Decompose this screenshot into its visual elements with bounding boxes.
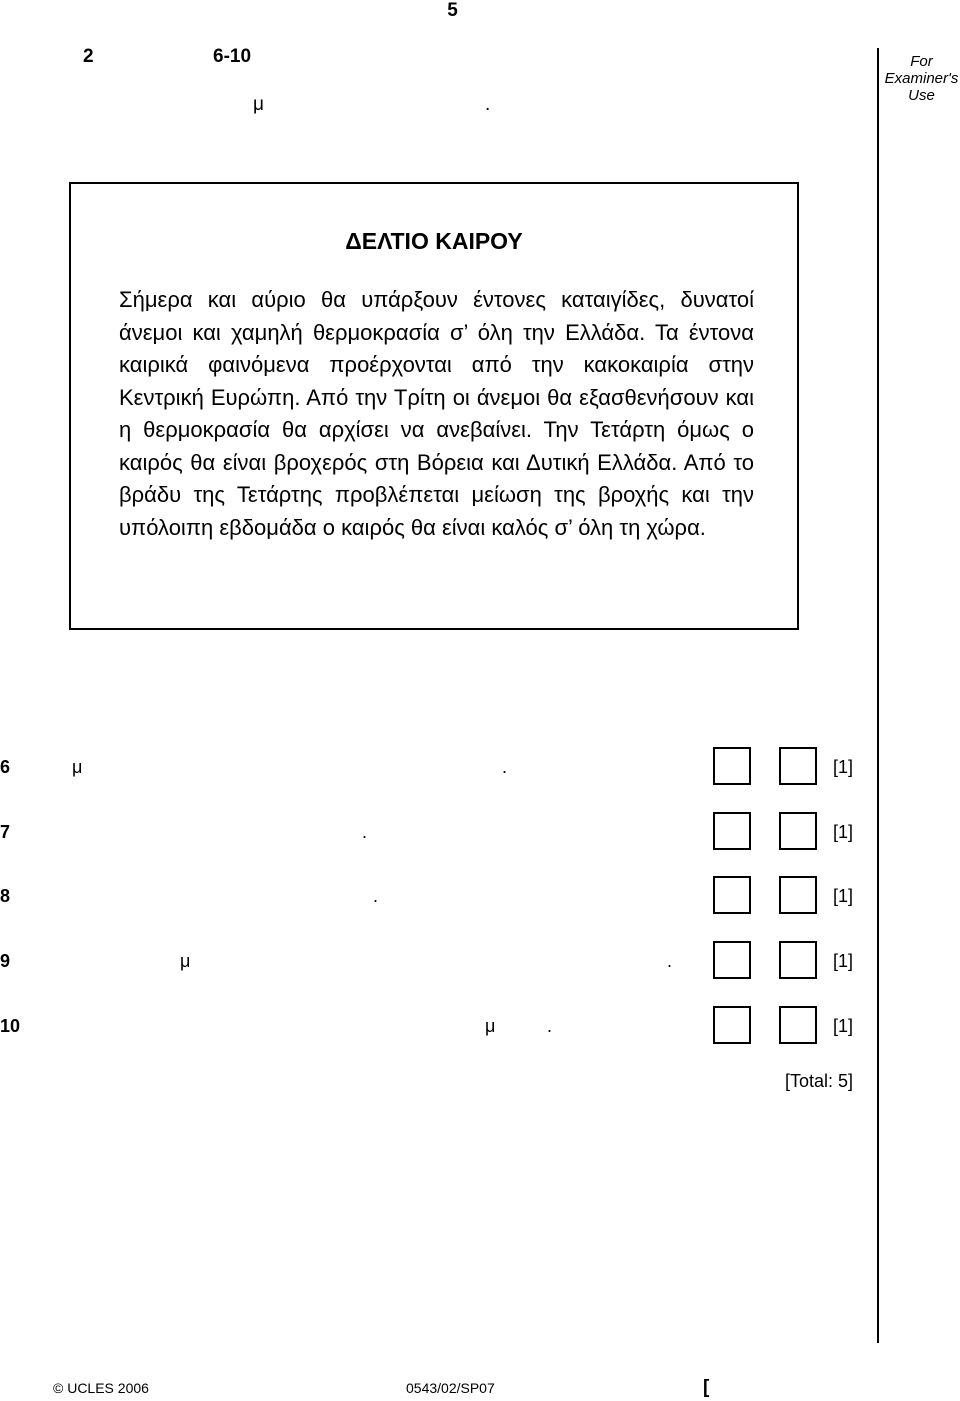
examiner-column-divider	[877, 48, 879, 1343]
question-number: 7	[0, 822, 11, 842]
answer-box-false[interactable]	[779, 941, 817, 979]
question-row-6	[0, 747, 870, 787]
answer-box-true[interactable]	[713, 941, 751, 979]
question-number: 10	[0, 1016, 21, 1036]
examiner-label-line: For	[910, 53, 933, 70]
answer-box-false[interactable]	[779, 747, 817, 785]
footer-paper-code: 0543/02/SP07	[406, 1380, 495, 1396]
exercise-question-range: 6-10	[213, 46, 252, 67]
question-text-fragment: .	[667, 951, 673, 971]
question-row-7	[0, 812, 870, 852]
answer-box-false[interactable]	[779, 876, 817, 914]
question-text-fragment: .	[502, 757, 508, 777]
question-text-fragment: μ	[72, 757, 83, 777]
exercise-number: 2	[83, 46, 94, 67]
question-text-fragment: .	[547, 1016, 553, 1036]
examiner-label-line: Use	[908, 87, 935, 104]
answer-box-true[interactable]	[713, 876, 751, 914]
question-marks: [1]	[832, 757, 853, 777]
question-row-9	[0, 941, 870, 981]
total-marks: [Total: 5]	[784, 1071, 853, 1091]
examiner-label-line: Examiner's	[884, 70, 959, 87]
question-number: 9	[0, 951, 11, 971]
footer-copyright: © UCLES 2006	[53, 1380, 149, 1396]
question-row-8	[0, 876, 870, 916]
question-text-fragment: .	[373, 886, 379, 906]
question-marks: [1]	[832, 1016, 853, 1036]
question-number: 8	[0, 886, 11, 906]
footer-bracket: [	[703, 1377, 710, 1398]
question-text-fragment: μ	[180, 951, 191, 971]
page-number: 5	[447, 0, 458, 21]
passage-text: Σήμερα και αύριο θα υπάρξουν έντονες καταιγίδες, δυνατοί άνεμοι και χαμηλή θερμοκρασία σ’ όλη την Ελλάδα. Τα έντονα καιρικά φαινόμενα προέρχονται από την κακοκαιρία στην Κεντρική Ευρώπη. Από την Τρίτη οι άνεμοι θα εξασθενήσουν και η θερμοκρασία θα αρχίσει να ανεβαίνει. Την Τετάρτη όμως ο καιρός θα είναι βροχερός στη Βόρεια και Δυτική Ελλάδα. Από το βράδυ της Τετάρτης προβλέπεται μείωση της βροχής και την υπόλοιπη εβδομάδα ο καιρός θα είναι καλός σ’ όλη τη χώρα.	[119, 287, 754, 540]
question-row-10	[0, 1006, 870, 1046]
question-marks: [1]	[832, 951, 853, 971]
question-number: 6	[0, 757, 11, 777]
answer-box-false[interactable]	[779, 1006, 817, 1044]
answer-box-true[interactable]	[713, 812, 751, 850]
question-marks: [1]	[832, 886, 853, 906]
answer-box-true[interactable]	[713, 747, 751, 785]
question-text-fragment: μ	[485, 1016, 496, 1036]
question-text-fragment: .	[362, 822, 368, 842]
instruction-fragment: μ	[253, 94, 264, 115]
examiner-use-label	[883, 53, 960, 104]
answer-box-false[interactable]	[779, 812, 817, 850]
question-marks: [1]	[832, 822, 853, 842]
passage-title: ΔΕΛΤΙΟ ΚΑΙΡΟΥ	[345, 228, 523, 254]
answer-box-true[interactable]	[713, 1006, 751, 1044]
instruction-fragment: .	[485, 94, 491, 115]
weather-report-passage-box	[69, 182, 799, 630]
